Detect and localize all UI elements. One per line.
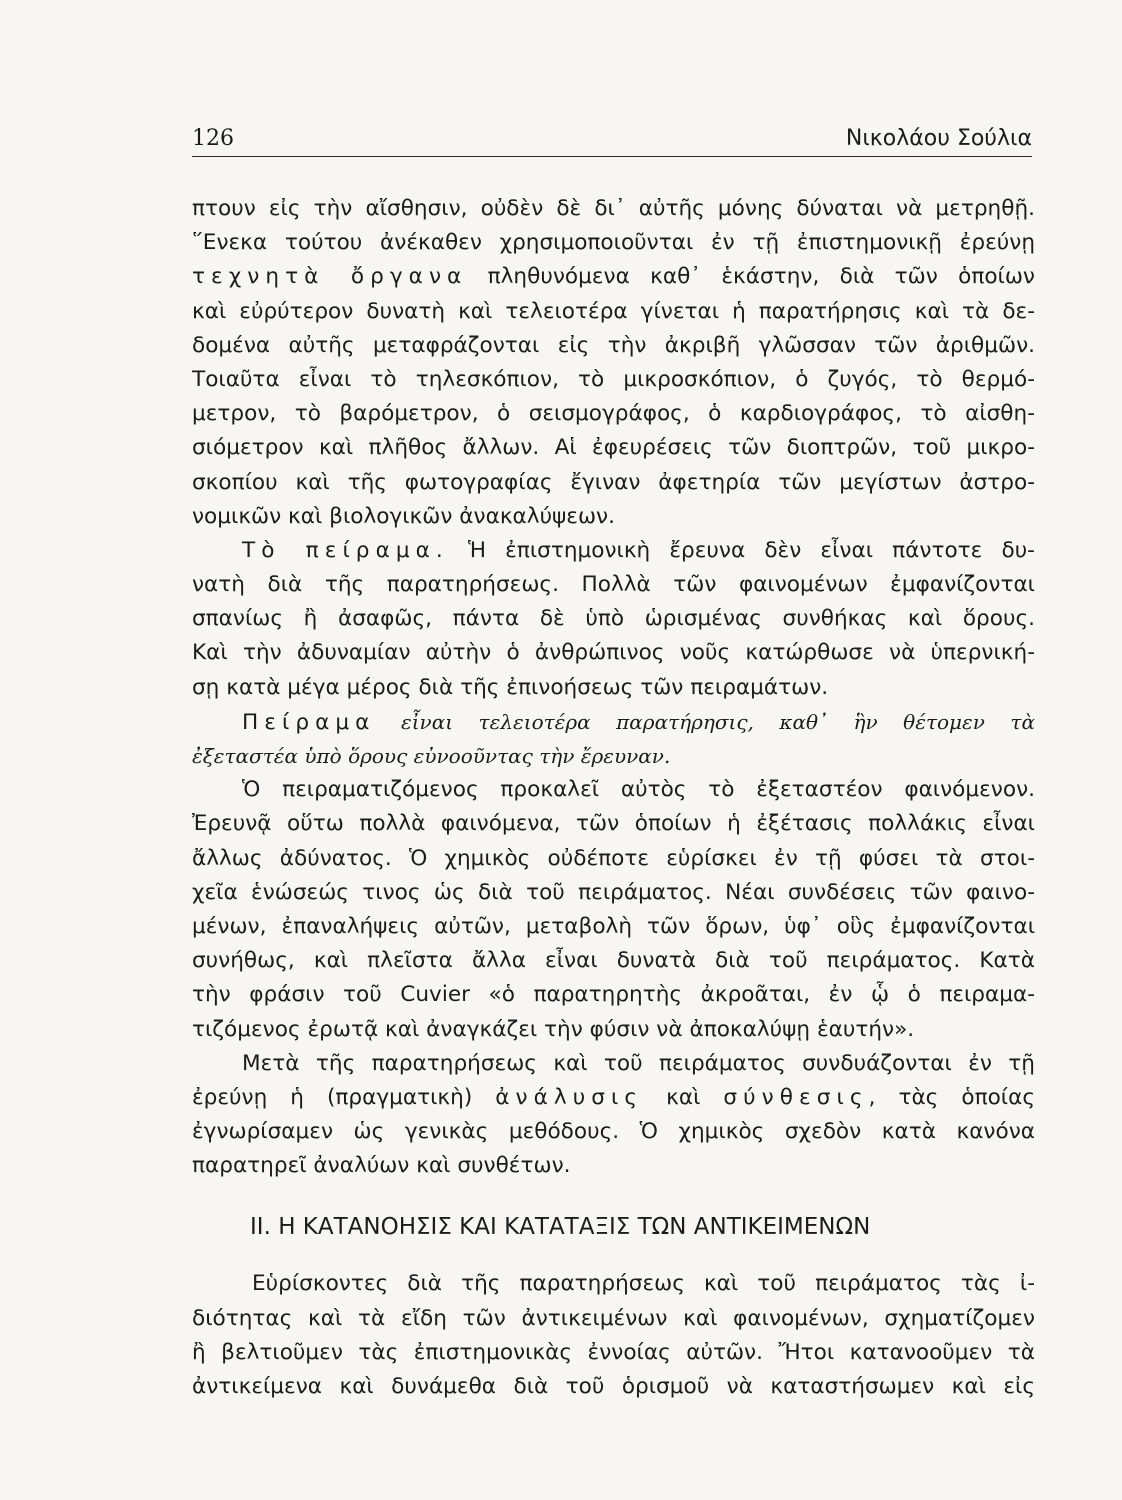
italic-text: εἶναι τελειοτέρα παρατήρησις, καθ᾽ ἣν θέτομεν τὰ: [375, 709, 1035, 734]
spaced-term: Πείραμα: [242, 709, 376, 735]
spacer: [192, 1245, 1035, 1267]
text-run: ἐρεύνῃ ἡ (πραγματικὴ): [192, 1084, 496, 1110]
text-line: ἐγνωρίσαμεν ὡς γενικὰς μεθόδους. Ὁ χημικὸς σχεδὸν κατὰ κανόνα: [192, 1119, 1035, 1145]
text-line: [192, 705, 1035, 739]
paragraph-analysis-synthesis: [192, 1047, 1035, 1184]
paragraph-comprehension: [192, 1267, 1035, 1404]
text-line: ἢ βελτιοῦμεν τὰς ἐπιστημονικὰς ἐννοίας αὐτῶν. Ἤτοι κατανοοῦμεν τὰ: [192, 1339, 1035, 1365]
text-line: διότητας καὶ τὰ εἴδη τῶν ἀντικειμένων καὶ φαινομένων, σχηματίζομεν: [192, 1305, 1035, 1331]
text-line: σιόμετρον καὶ πλῆθος ἄλλων. Αἱ ἐφευρέσεις τῶν διοπτρῶν, τοῦ μικρο-: [192, 435, 1035, 461]
text-line: ῞Ενεκα τούτου ἀνέκαθεν χρησιμοποιοῦνται ἐν τῇ ἐπιστημονικῇ ἐρεύνῃ: [192, 230, 1035, 256]
text-line: [192, 260, 1035, 294]
text-line: Τοιαῦτα εἶναι τὸ τηλεσκόπιον, τὸ μικροσκόπιον, ὁ ζυγός, τὸ θερμό-: [192, 366, 1035, 392]
text-line: συνήθως, καὶ πλεῖστα ἄλλα εἶναι δυνατὰ διὰ τοῦ πειράματος. Κατὰ: [192, 948, 1035, 974]
paragraph-instruments: [192, 192, 1035, 534]
page-number: 126: [192, 126, 234, 151]
text-line: σπανίως ἢ ἀσαφῶς, πάντα δὲ ὑπὸ ὡρισμένας συνθήκας καὶ ὅρους.: [192, 606, 1035, 632]
text-line: πτουν εἰς τὴν αἴσθησιν, οὐδὲν δὲ δι᾽ αὐτῆς μόνης δύναται νὰ μετρηθῇ.: [192, 196, 1035, 221]
text-line: καὶ εὐρύτερον δυνατὴ καὶ τελειοτέρα γίνεται ἡ παρατήρησις καὶ τὰ δε-: [192, 298, 1035, 324]
text-line: μετρον, τὸ βαρόμετρον, ὁ σεισμογράφος, ὁ καρδιογράφος, τὸ αἰσθη-: [192, 401, 1035, 427]
text-line: [192, 534, 1035, 568]
spaced-term: τεχνητὰ ὄργανα: [192, 264, 468, 290]
page-header: [192, 116, 1032, 157]
paragraph-experiment: [192, 534, 1035, 705]
italic-text: ἐξεταστέα ὑπὸ ὅρους εὐνοοῦντας τὴν ἔρευναν.: [192, 744, 671, 768]
text-run: Ἡ ἐπιστημονικὴ ἔρευνα δὲν εἶναι πάντοτε δυ-: [448, 537, 1035, 563]
spacer: [192, 1183, 1035, 1209]
text-run: , τὰς ὁποίας: [868, 1084, 1035, 1110]
text-line: χεῖα ἑνώσεώς τινος ὡς διὰ τοῦ πειράματος. Νέαι συνδέσεις τῶν φαινο-: [192, 879, 1035, 905]
text-line: παρατηρεῖ ἀναλύων καὶ συνθέτων.: [192, 1153, 571, 1179]
text-line: μένων, ἐπαναλήψεις αὐτῶν, μεταβολὴ τῶν ὅρων, ὑφ᾽ οὓς ἐμφανίζονται: [192, 913, 1035, 939]
spaced-term: σύνθεσις: [723, 1084, 869, 1110]
text-line: ἄλλως ἀδύνατος. Ὁ χημικὸς οὐδέποτε εὑρίσκει ἐν τῇ φύσει τὰ στοι-: [192, 845, 1035, 871]
running-title: Νικολάου Σούλια: [845, 126, 1032, 151]
text-line: Μετὰ τῆς παρατηρήσεως καὶ τοῦ πειράματος συνδυάζονται ἐν τῇ: [242, 1050, 1035, 1076]
text-line: νομικῶν καὶ βιολογικῶν ἀνακαλύψεων.: [192, 503, 615, 529]
spaced-term: Τὸ πείραμα.: [242, 537, 449, 563]
paragraph-experimenter: [192, 773, 1035, 1047]
text-line: [192, 739, 1035, 773]
text-run: πληθυνόμενα καθ᾽ ἑκάστην, διὰ τῶν ὁποίων: [467, 264, 1035, 290]
text-line: τιζόμενος ἐρωτᾷ καὶ ἀναγκάζει τὴν φύσιν νὰ ἀποκαλύψῃ ἑαυτήν».: [192, 1016, 915, 1042]
text-line: σῃ κατὰ μέγα μέρος διὰ τῆς ἐπινοήσεως τῶν πειραμάτων.: [192, 674, 829, 700]
text-line: ἀντικείμενα καὶ δυνάμεθα διὰ τοῦ ὁρισμοῦ νὰ καταστήσωμεν καὶ εἰς: [192, 1374, 1035, 1399]
text-line: Ἐρευνᾷ οὕτω πολλὰ φαινόμενα, τῶν ὁποίων ἡ ἐξέτασις πολλάκις εἶναι: [192, 811, 1035, 837]
text-line: Ὁ πειραματιζόμενος προκαλεῖ αὐτὸς τὸ ἐξεταστέον φαινόμενον.: [242, 777, 1035, 803]
text-run: καὶ: [643, 1084, 724, 1110]
text-line: νατὴ διὰ τῆς παρατηρήσεως. Πολλὰ τῶν φαινομένων ἐμφανίζονται: [192, 572, 1035, 598]
text-line: Εὑρίσκοντες διὰ τῆς παρατηρήσεως καὶ τοῦ πειράματος τὰς ἰ-: [252, 1271, 1035, 1297]
section-heading: II. Η ΚΑΤΑΝΟΗΣΙΣ ΚΑΙ ΚΑΤΑΤΑΞΙΣ ΤΩΝ ΑΝΤΙΚΕΙΜΕΝΩΝ: [250, 1214, 871, 1241]
text-line: Καὶ τὴν ἀδυναμίαν αὐτὴν ὁ ἀνθρώπινος νοῦς κατώρθωσε νὰ ὑπερνική-: [192, 640, 1035, 666]
text-line: τὴν φράσιν τοῦ Cuvier «ὁ παρατηρητὴς ἀκροᾶται, ἐν ᾧ ὁ πειραμα-: [192, 982, 1035, 1008]
text-line: [192, 1081, 1035, 1115]
page-body: [192, 192, 1035, 1404]
text-line: σκοπίου καὶ τῆς φωτογραφίας ἔγιναν ἀφετηρία τῶν μεγίστων ἀστρο-: [192, 469, 1035, 495]
paragraph-definition: [192, 705, 1035, 773]
text-line: δομένα αὐτῆς μεταφράζονται εἰς τὴν ἀκριβῆ γλῶσσαν τῶν ἀριθμῶν.: [192, 332, 1035, 358]
spaced-term: ἀνάλυσις: [495, 1084, 644, 1110]
